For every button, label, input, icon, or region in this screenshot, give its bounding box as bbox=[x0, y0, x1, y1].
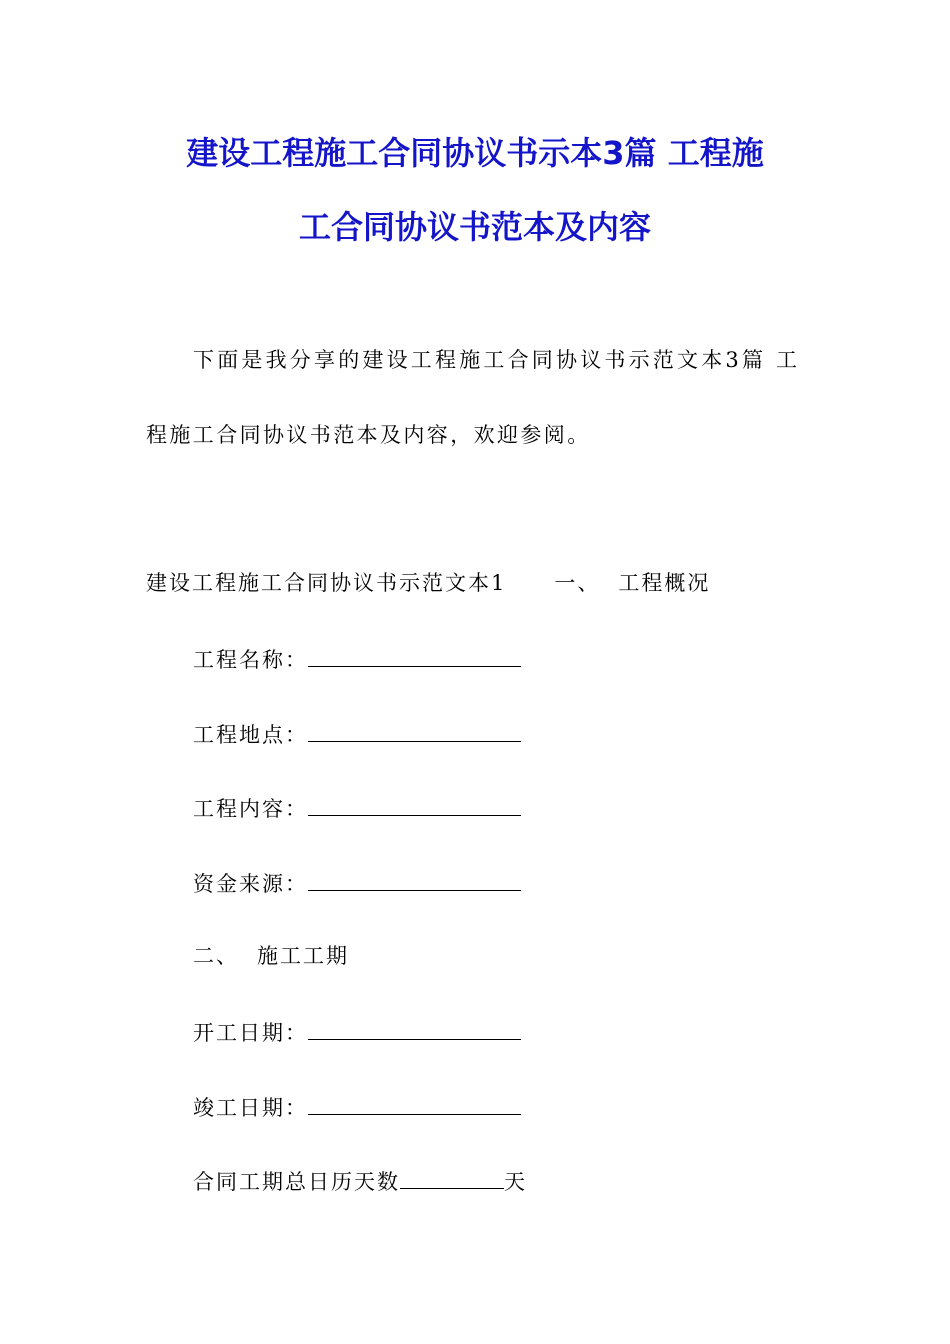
end-date-blank bbox=[308, 1096, 521, 1115]
intro-paragraph-line-2: 程施工合同协议书范本及内容，欢迎参阅。 bbox=[146, 423, 591, 447]
total-days-label: 合同工期总日历天数 bbox=[193, 1170, 400, 1194]
project-content-label: 工程内容： bbox=[193, 797, 308, 821]
section-1-number: 一、 bbox=[554, 571, 601, 595]
section-2-number: 二、 bbox=[193, 944, 239, 968]
project-location-blank bbox=[308, 723, 521, 742]
start-date-label: 开工日期： bbox=[193, 1021, 308, 1045]
total-days-blank bbox=[400, 1170, 504, 1189]
intro-paragraph-line-1: 下面是我分享的建设工程施工合同协议书示范文本3篇 工 bbox=[193, 348, 801, 372]
project-location-row bbox=[193, 723, 521, 746]
document-title-line-1: 建设工程施工合同协议书示本3篇 工程施 bbox=[186, 134, 764, 172]
project-name-label: 工程名称： bbox=[193, 648, 308, 672]
section-1-title: 工程概况 bbox=[618, 571, 711, 595]
section-2-title: 施工工期 bbox=[257, 944, 349, 968]
project-name-row bbox=[193, 648, 521, 671]
document-title-line-2: 工合同协议书范本及内容 bbox=[298, 208, 651, 246]
project-content-blank bbox=[308, 797, 521, 816]
section-1-heading bbox=[146, 573, 710, 594]
start-date-row bbox=[193, 1021, 521, 1044]
fund-source-blank bbox=[308, 872, 521, 891]
end-date-row bbox=[193, 1096, 521, 1119]
fund-source-label: 资金来源： bbox=[193, 872, 308, 896]
section-1-document-label: 建设工程施工合同协议书示范文本1 bbox=[146, 571, 507, 595]
start-date-blank bbox=[308, 1021, 521, 1040]
end-date-label: 竣工日期： bbox=[193, 1096, 308, 1120]
total-days-unit: 天 bbox=[504, 1170, 527, 1194]
section-2-heading bbox=[193, 946, 349, 967]
project-location-label: 工程地点： bbox=[193, 723, 308, 747]
project-content-row bbox=[193, 797, 521, 820]
total-days-row bbox=[193, 1170, 527, 1193]
fund-source-row bbox=[193, 872, 521, 895]
project-name-blank bbox=[308, 648, 521, 667]
